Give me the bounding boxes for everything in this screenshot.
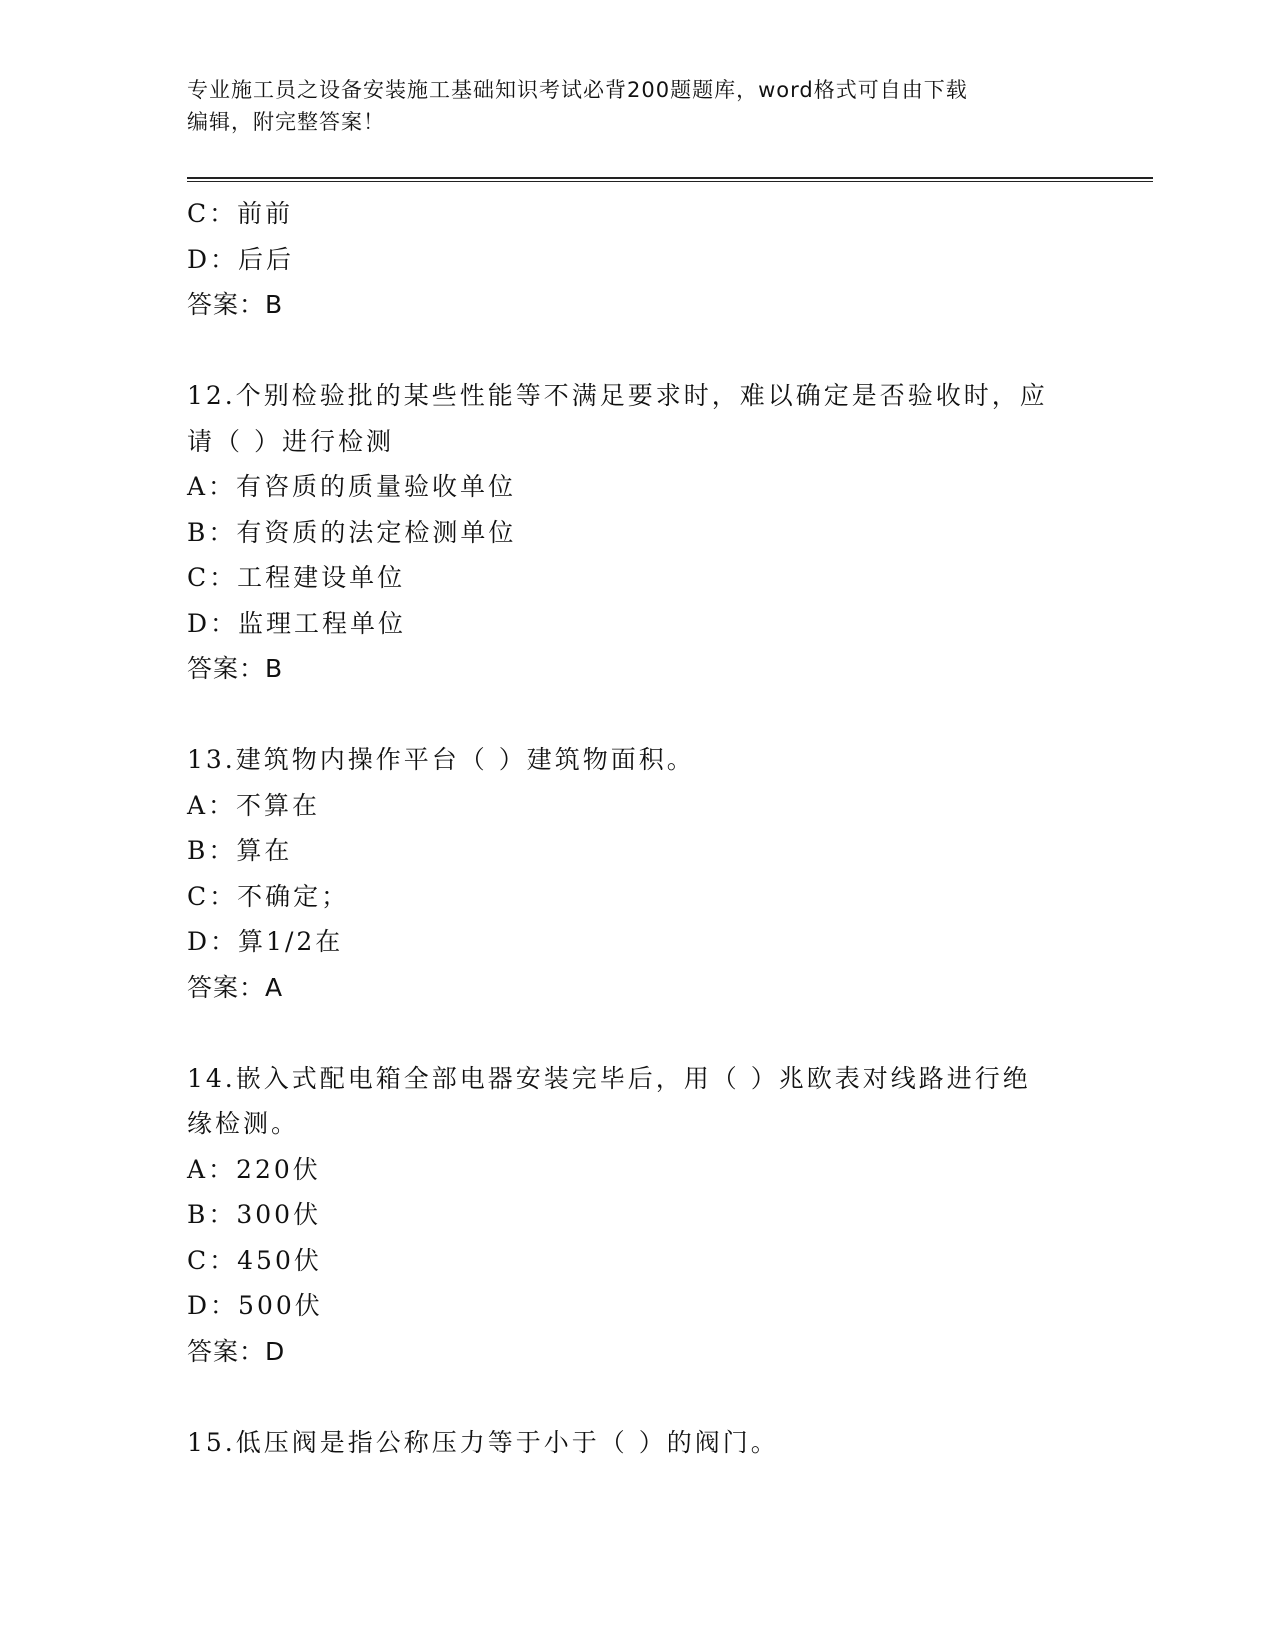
question-stem: 15.低压阀是指公称压力等于小于（ ）的阀门。 bbox=[187, 1427, 779, 1457]
question-stem: 14.嵌入式配电箱全部电器安装完毕后，用（ ）兆欧表对线路进行绝 bbox=[187, 1063, 1031, 1093]
option-a: A：不算在 bbox=[187, 790, 321, 820]
document-header bbox=[187, 74, 1067, 138]
option-d: D：监理工程单位 bbox=[187, 608, 407, 638]
header-title-line-2: 编辑，附完整答案！ bbox=[187, 110, 385, 134]
question-stem: 13.建筑物内操作平台（ ）建筑物面积。 bbox=[187, 745, 695, 774]
option-a: A：有咨质的质量验收单位 bbox=[187, 472, 517, 501]
question-13 bbox=[187, 737, 1087, 1010]
answer-line: 答案：B bbox=[187, 290, 284, 319]
option-c: C：工程建设单位 bbox=[187, 563, 406, 592]
option-d: D：后后 bbox=[187, 244, 295, 274]
spacer bbox=[187, 1374, 1087, 1420]
answer-line: 答案：D bbox=[187, 1336, 286, 1366]
answer-line: 答案：B bbox=[187, 654, 284, 683]
spacer bbox=[187, 328, 1087, 374]
option-b: B：算在 bbox=[187, 836, 293, 865]
header-title-line-1: 专业施工员之设备安装施工基础知识考试必背200题题库，word格式可自由下载 bbox=[187, 78, 968, 102]
question-stem: 12.个别检验批的某些性能等不满足要求时，难以确定是否验收时，应 bbox=[187, 381, 1048, 410]
question-14 bbox=[187, 1056, 1087, 1375]
question-11-tail bbox=[187, 191, 1087, 328]
option-c: C：前前 bbox=[187, 199, 294, 228]
option-b: B：有资质的法定检测单位 bbox=[187, 517, 517, 547]
spacer bbox=[187, 692, 1087, 738]
option-d: D：算1/2在 bbox=[187, 927, 344, 956]
answer-line: 答案：A bbox=[187, 972, 284, 1002]
option-c: C：不确定； bbox=[187, 881, 350, 911]
option-c: C：450伏 bbox=[187, 1245, 322, 1275]
option-a: A：220伏 bbox=[187, 1154, 321, 1184]
spacer bbox=[187, 1010, 1087, 1056]
question-list bbox=[187, 191, 1087, 1465]
document-page bbox=[187, 0, 1157, 1650]
question-12 bbox=[187, 373, 1087, 692]
header-divider bbox=[187, 177, 1153, 182]
question-stem-continued: 缘检测。 bbox=[187, 1109, 300, 1138]
option-d: D：500伏 bbox=[187, 1291, 323, 1320]
question-15 bbox=[187, 1420, 1087, 1466]
option-b: B：300伏 bbox=[187, 1200, 322, 1229]
question-stem-continued: 请（ ）进行检测 bbox=[187, 426, 394, 456]
